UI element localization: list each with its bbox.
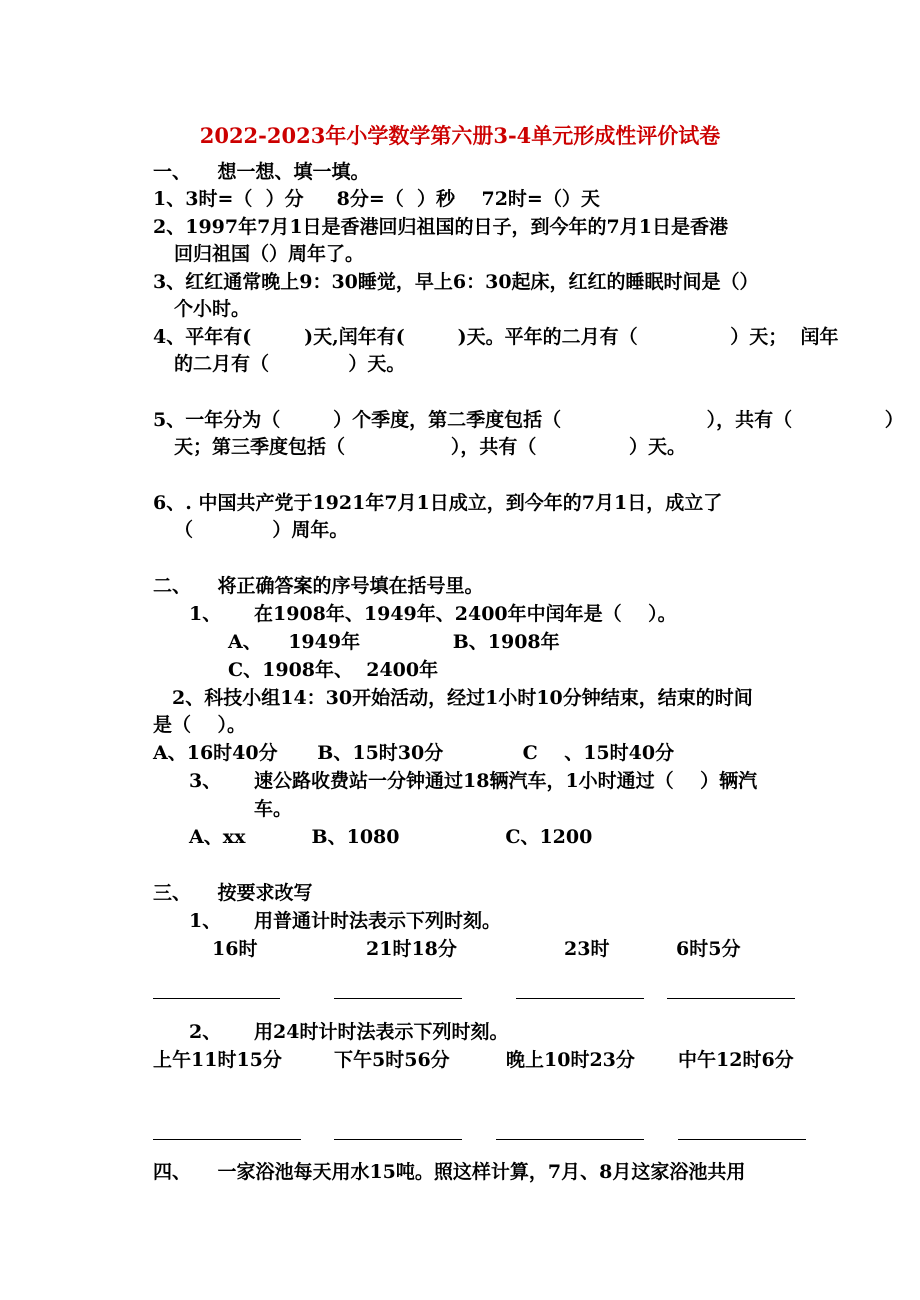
time-item: 晚上10时23分 <box>506 1049 635 1071</box>
question-3-2-text: 用24时计时法表示下列时刻。 <box>254 1021 509 1043</box>
question-1-2-line1: 2、1997年7月1日是香港回归祖国的日子，到今年的7月1日是香港 <box>153 216 728 238</box>
question-3-2-number: 2、 <box>189 1021 222 1043</box>
time-item: 上午11时15分 <box>153 1049 282 1071</box>
section-3-heading: 三、 按要求改写 <box>153 882 313 904</box>
question-1-5-line2: 天；第三季度包括（ ），共有（ ）天。 <box>174 436 686 458</box>
question-2-1-options-ab: A、 1949年 B、1908年 <box>228 631 560 653</box>
question-2-3-line1: 速公路收费站一分钟通过18辆汽车，1小时通过（ ）辆汽 <box>254 770 758 792</box>
section-4-heading: 四、 一家浴池每天用水15吨。照这样计算，7月、8月这家浴池共用 <box>153 1161 746 1183</box>
answer-blank[interactable] <box>334 1139 462 1140</box>
question-1-4-line1: 4、平年有( )天,闰年有( )天。平年的二月有（ ）天； 闰年 <box>153 326 839 348</box>
question-1-4-line2: 的二月有（ ）天。 <box>174 353 406 375</box>
time-item: 中午12时6分 <box>678 1049 794 1071</box>
question-2-1-option-c: C、1908年、 2400年 <box>228 659 439 681</box>
question-2-3-options: A、xx B、1080 C、1200 <box>189 826 593 848</box>
question-2-1-text: 在1908年、1949年、2400年中闰年是（ ）。 <box>254 603 677 625</box>
question-2-2-options: A、16时40分 B、15时30分 C 、15时40分 <box>153 742 675 764</box>
question-1-6-line1: 6、. 中国共产党于1921年7月1日成立，到今年的7月1日，成立了 <box>153 492 723 514</box>
question-2-2-line2: 是（ ）。 <box>153 714 246 736</box>
time-item: 21时18分 <box>366 938 457 960</box>
answer-blank[interactable] <box>496 1139 644 1140</box>
answer-blank[interactable] <box>516 998 644 999</box>
answer-blank[interactable] <box>678 1139 806 1140</box>
question-3-1-number: 1、 <box>189 910 222 932</box>
answer-blank[interactable] <box>334 998 462 999</box>
question-2-3-number: 3、 <box>189 770 222 792</box>
question-1-6-line2: （ ）周年。 <box>174 519 349 541</box>
answer-blank[interactable] <box>153 998 280 999</box>
page-title: 2022-2023年小学数学第六册3-4单元形成性评价试卷 <box>199 123 721 148</box>
time-item: 23时 <box>564 938 610 960</box>
question-3-1-text: 用普通计时法表示下列时刻。 <box>254 910 502 932</box>
answer-blank[interactable] <box>667 998 795 999</box>
question-1-1: 1、3时=（ ）分 8分=（ ）秒 72时=（）天 <box>153 188 600 210</box>
question-2-2-line1: 2、科技小组14：30开始活动，经过1小时10分钟结束，结束的时间 <box>172 687 753 709</box>
question-2-1-number: 1、 <box>189 603 222 625</box>
question-1-2-line2: 回归祖国（）周年了。 <box>174 243 365 265</box>
question-1-5-line1: 5、一年分为（ ）个季度，第二季度包括（ ），共有（ ） <box>153 409 904 431</box>
time-item: 16时 <box>212 938 258 960</box>
section-2-heading: 二、 将正确答案的序号填在括号里。 <box>153 575 484 597</box>
answer-blank[interactable] <box>153 1139 301 1140</box>
section-1-heading: 一、 想一想、填一填。 <box>153 161 370 183</box>
time-item: 6时5分 <box>676 938 741 960</box>
time-item: 下午5时56分 <box>334 1049 450 1071</box>
question-1-3-line1: 3、红红通常晚上9：30睡觉，早上6：30起床，红红的睡眠时间是（） <box>153 271 759 293</box>
question-2-3-line2: 车。 <box>254 798 293 820</box>
question-1-3-line2: 个小时。 <box>174 298 251 320</box>
